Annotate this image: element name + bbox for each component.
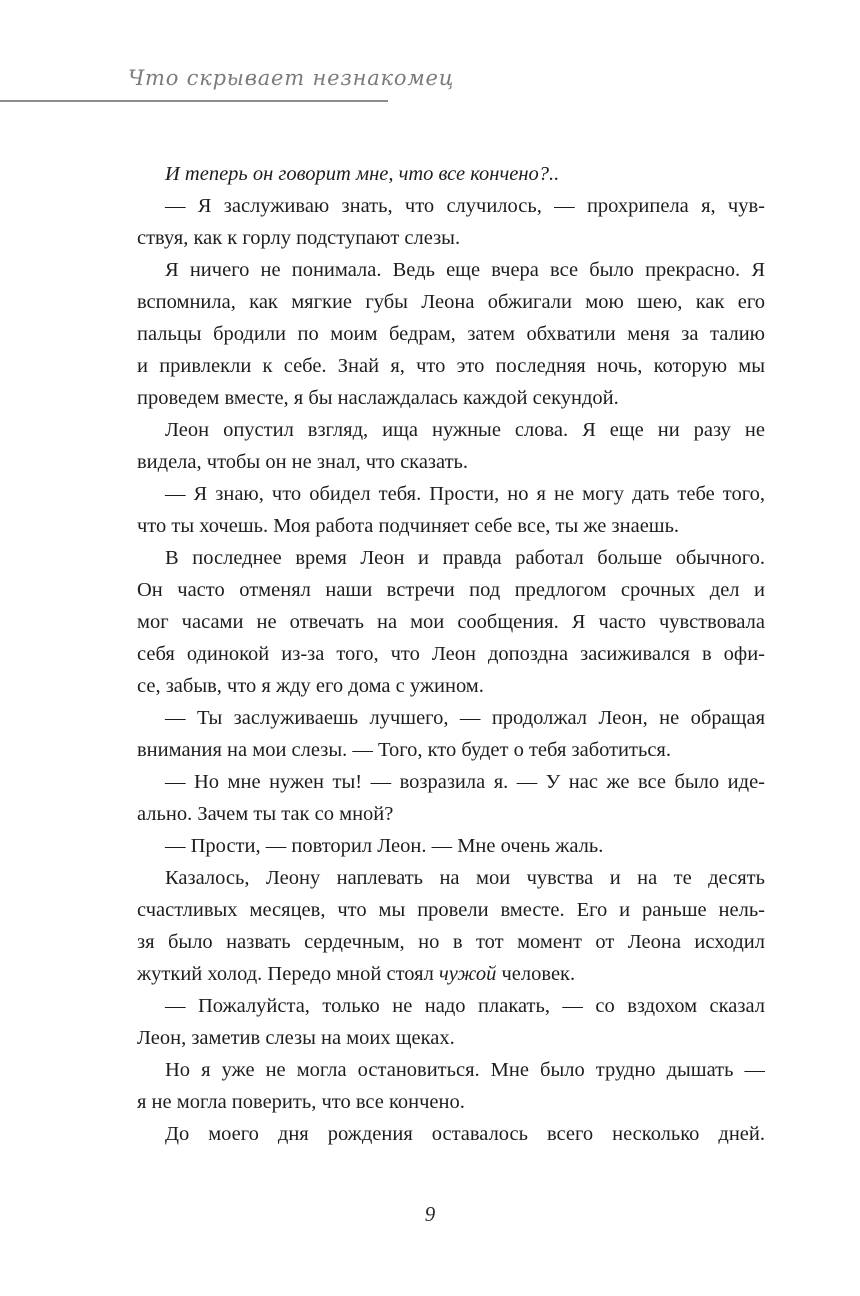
text-run: пальцы бродили по моим бедрам, затем обхватили меня за талию [137, 323, 765, 345]
text-line [137, 158, 765, 190]
text-line [137, 862, 765, 894]
text-run: В последнее время Леон и правда работал больше обычного. [165, 547, 765, 569]
text-run: и привлекли к себе. Знай я, что это последняя ночь, которую мы [137, 355, 765, 377]
header-rule [0, 100, 388, 102]
paragraph [137, 1054, 765, 1118]
paragraph [137, 830, 765, 862]
text-run: видела, чтобы он не знал, что сказать. [137, 451, 469, 473]
text-run: Он часто отменял наши встречи под предлогом срочных дел и [137, 579, 765, 601]
text-run: вспомнила, как мягкие губы Леона обжигали мою шею, как его [137, 291, 765, 313]
text-run: И теперь он говорит мне, что все кончено?.. [165, 163, 560, 185]
text-run: се, забыв, что я жду его дома с ужином. [137, 675, 484, 697]
text-line [137, 446, 765, 478]
paragraph [137, 862, 765, 990]
text-line [137, 766, 765, 798]
text-run: человек. [496, 963, 576, 985]
text-run: Леон опустил взгляд, ища нужные слова. Я еще ни разу не [165, 419, 765, 441]
text-run: внимания на мои слезы. — Того, кто будет о тебя заботиться. [137, 739, 671, 761]
text-run: Леон, заметив слезы на моих щеках. [137, 1027, 455, 1049]
text-run: До моего дня рождения оставалось всего несколько дней. [165, 1123, 765, 1145]
text-line [137, 1118, 765, 1150]
text-run: — Прости, — повторил Леон. — Мне очень жаль. [165, 835, 604, 857]
text-run: — Ты заслуживаешь лучшего, — продолжал Леон, не обращая [165, 707, 765, 729]
text-line [137, 478, 765, 510]
text-run: Но я уже не могла остановиться. Мне было трудно дышать — [165, 1059, 765, 1081]
text-line [137, 350, 765, 382]
text-run: — Пожалуйста, только не надо плакать, — со вздохом сказал [165, 995, 765, 1017]
text-line [137, 606, 765, 638]
text-run: — Но мне нужен ты! — возразила я. — У нас же все было иде- [165, 771, 765, 793]
text-line [137, 1054, 765, 1086]
text-line [137, 894, 765, 926]
text-run: что ты хочешь. Моя работа подчиняет себе все, ты же знаешь. [137, 515, 680, 537]
text-run: Я ничего не понимала. Ведь еще вчера все было прекрасно. Я [165, 259, 765, 281]
paragraph [137, 702, 765, 766]
text-run: — Я заслуживаю знать, что случилось, — прохрипела я, чув- [165, 195, 765, 217]
text-run: ально. Зачем ты так со мной? [137, 803, 394, 825]
text-line [137, 254, 765, 286]
text-run: себя одинокой из-за того, что Леон допоздна засиживался в офи- [137, 643, 765, 665]
text-line [137, 638, 765, 670]
paragraph [137, 766, 765, 830]
text-line [137, 318, 765, 350]
paragraph [137, 990, 765, 1054]
text-run: жуткий холод. Передо мной стоял [137, 963, 439, 985]
text-line [137, 990, 765, 1022]
text-line [137, 190, 765, 222]
text-run: ствуя, как к горлу подступают слезы. [137, 227, 461, 249]
text-line [137, 574, 765, 606]
paragraph [137, 1118, 765, 1150]
text-line [137, 830, 765, 862]
text-line [137, 702, 765, 734]
paragraph [137, 254, 765, 414]
text-run: Казалось, Леону наплевать на мои чувства и на те десять [165, 867, 765, 889]
paragraph [137, 190, 765, 254]
text-run: счастливых месяцев, что мы провели вместе. Его и раньше нель- [137, 899, 765, 921]
text-line [137, 1022, 765, 1054]
text-run: проведем вместе, я бы наслаждалась каждой секундой. [137, 387, 619, 409]
text-line [137, 414, 765, 446]
page-number: 9 [424, 1202, 436, 1226]
text-line [137, 734, 765, 766]
text-run: мог часами не отвечать на мои сообщения. Я часто чувствовала [137, 611, 765, 633]
text-line [137, 1086, 765, 1118]
text-line [137, 958, 765, 990]
paragraph [137, 478, 765, 542]
text-line [137, 542, 765, 574]
text-line [137, 798, 765, 830]
paragraph [137, 158, 765, 190]
paragraph [137, 542, 765, 702]
text-run: — Я знаю, что обидел тебя. Прости, но я не могу дать тебе того, [165, 483, 765, 505]
text-block [137, 158, 765, 1150]
text-run: зя было назвать сердечным, но в тот момент от Леона исходил [137, 931, 765, 953]
text-run: чужой [438, 963, 497, 985]
text-run: я не могла поверить, что все кончено. [137, 1091, 465, 1113]
text-line [137, 926, 765, 958]
text-line [137, 222, 765, 254]
text-line [137, 382, 765, 414]
text-line [137, 286, 765, 318]
paragraph [137, 414, 765, 478]
text-line [137, 510, 765, 542]
running-header-title: Что скрывает незнакомец [128, 66, 455, 90]
text-line [137, 670, 765, 702]
